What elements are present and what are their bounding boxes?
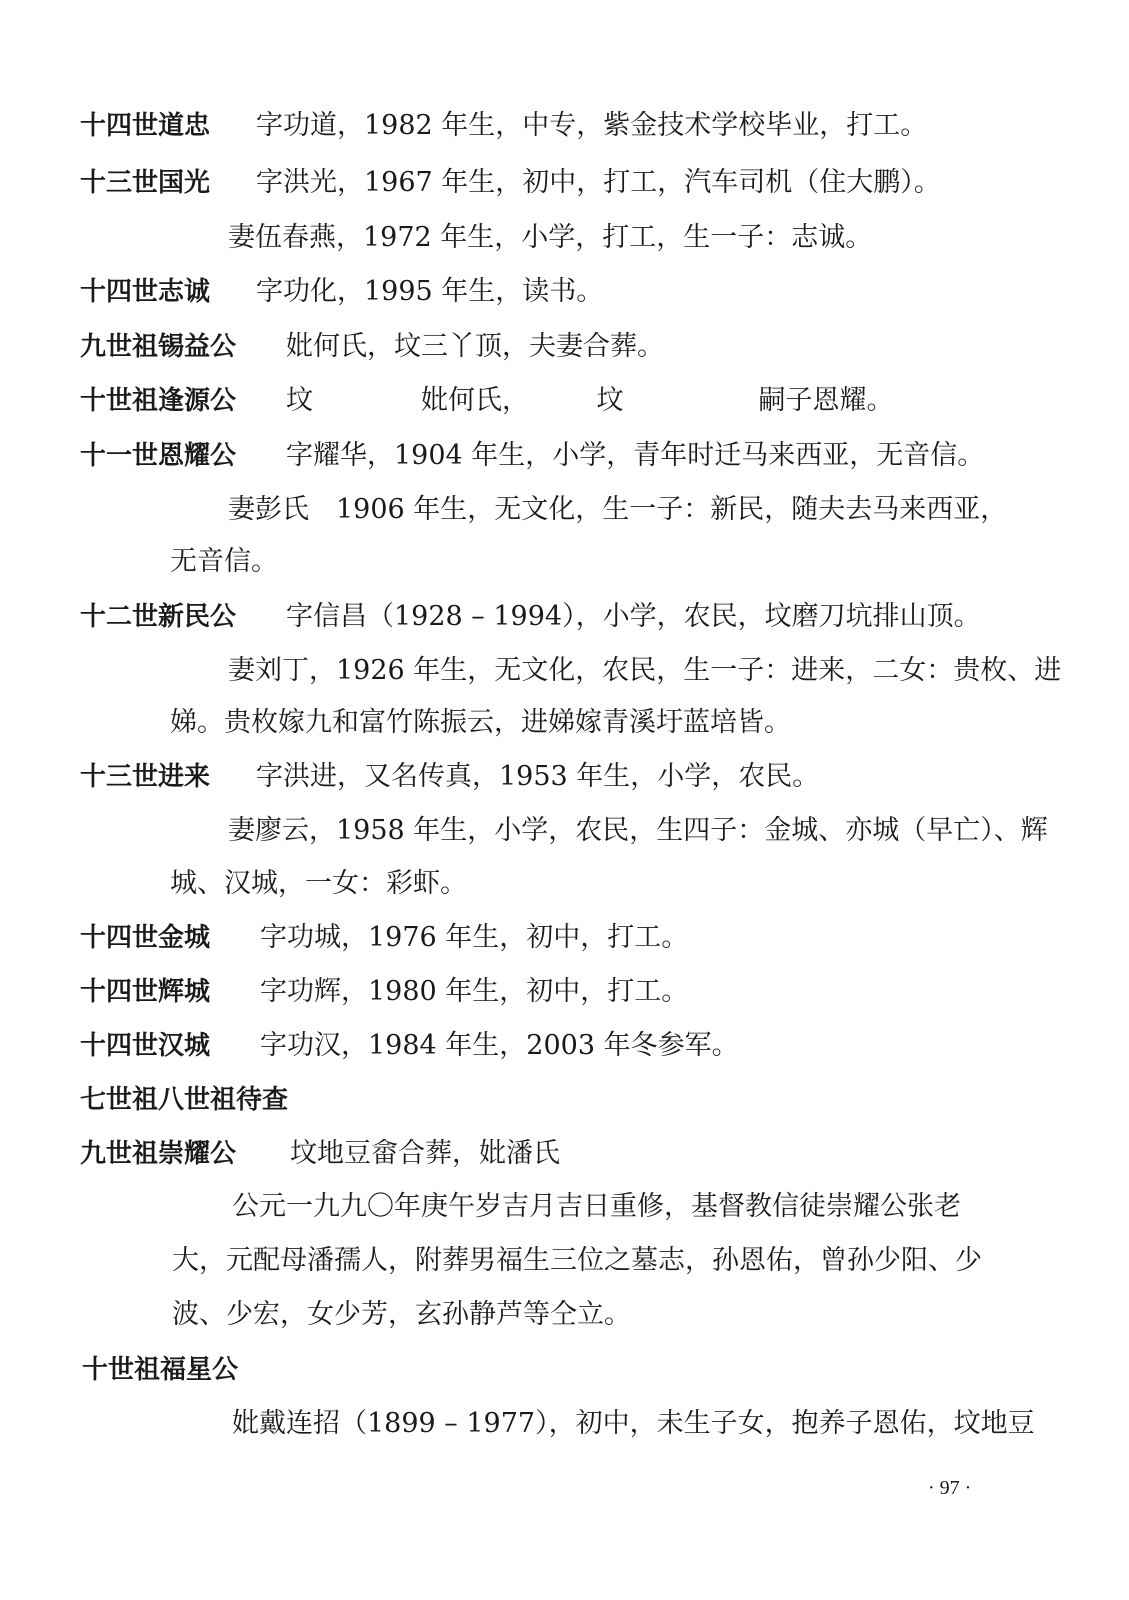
- entry-text: 妻伍春燕，1972 年生，小学，打工，生一子：志诚。: [228, 222, 873, 253]
- entry-line: [172, 1299, 631, 1331]
- entry-text: 字功化，1995 年生，读书。: [256, 276, 604, 307]
- section-heading: 七世祖八世祖待查: [80, 1085, 289, 1115]
- entry-line: [228, 222, 872, 254]
- entry-line: [80, 922, 688, 954]
- entry-text: 妣何氏，坟三丫顶，夫妻合葬。: [286, 331, 664, 362]
- entry-text: 波、少宏，女少芳，玄孙静芦等仝立。: [172, 1299, 631, 1330]
- entry-line: [80, 601, 981, 633]
- entry-line: [80, 167, 941, 199]
- entry-text: 妣戴连招（1899 – 1977），初中，未生子女，抱养子恩佑，坟地豆: [232, 1408, 1035, 1439]
- entry-line: [170, 868, 467, 900]
- entry-line: [80, 761, 819, 793]
- generation-name: 十四世道忠: [80, 111, 211, 141]
- entry-text: 字耀华，1904 年生，小学，青年时迁马来西亚，无音信。: [286, 440, 985, 471]
- generation-name: 十四世金城: [80, 923, 211, 953]
- generation-name: 十四世志诚: [80, 277, 211, 307]
- page-number: · 97 ·: [928, 1477, 972, 1499]
- generation-name: 十世祖福星公: [82, 1355, 239, 1385]
- entry-line: [80, 385, 894, 417]
- entry-line: [170, 707, 791, 739]
- entry-line: [80, 440, 984, 472]
- entry-text: 城、汉城，一女：彩虾。: [170, 868, 467, 899]
- entry-text: 无音信。: [170, 546, 278, 577]
- entry-text: 坟 妣何氏， 坟 嗣子恩耀。: [286, 385, 894, 416]
- generation-name: 十三世进来: [80, 762, 211, 792]
- entry-text: 坟地豆畲合葬，妣潘氏: [290, 1138, 560, 1169]
- entry-line: [82, 1354, 238, 1386]
- generation-name: 十一世恩耀公: [80, 441, 237, 471]
- entry-line: [232, 1408, 1035, 1440]
- entry-text: 字功辉，1980 年生，初中，打工。: [260, 976, 689, 1007]
- entry-line: [228, 655, 1061, 687]
- entry-line: [80, 1138, 560, 1170]
- entry-line: [172, 1245, 982, 1277]
- entry-line: [228, 815, 1048, 847]
- entry-text: 字洪光，1967 年生，初中，打工，汽车司机（住大鹏）。: [256, 167, 941, 198]
- entry-line: [80, 276, 603, 308]
- entry-line: [228, 494, 1007, 526]
- entry-line: [80, 110, 927, 142]
- generation-name: 九世祖崇耀公: [80, 1139, 237, 1169]
- entry-text: 大，元配母潘孺人，附葬男福生三位之墓志，孙恩佑，曾孙少阳、少: [172, 1245, 982, 1276]
- generation-name: 十四世汉城: [80, 1031, 211, 1061]
- generation-name: 十四世辉城: [80, 977, 211, 1007]
- generation-name: 十二世新民公: [80, 602, 237, 632]
- entry-line: [80, 1030, 739, 1062]
- entry-text: 妻刘丁，1926 年生，无文化，农民，生一子：进来，二女：贵枚、进: [228, 655, 1062, 686]
- entry-text: 字洪进，又名传真，1953 年生，小学，农民。: [256, 761, 820, 792]
- entry-text: 妻廖云，1958 年生，小学，农民，生四子：金城、亦城（早亡）、辉: [228, 815, 1048, 846]
- generation-name: 十世祖逢源公: [80, 386, 237, 416]
- entry-line: [80, 331, 664, 363]
- entry-line: [80, 976, 688, 1008]
- entry-line: [170, 546, 278, 578]
- entry-line: [80, 1084, 288, 1116]
- entry-text: 字功道，1982 年生，中专，紫金技术学校毕业，打工。: [256, 110, 928, 141]
- entry-text: 妻彭氏 1906 年生，无文化，生一子：新民，随夫去马来西亚，: [228, 494, 1008, 525]
- entry-text: 字信昌（1928 – 1994），小学，农民，坟磨刀坑排山顶。: [286, 601, 981, 632]
- generation-name: 十三世国光: [80, 168, 211, 198]
- entry-line: [232, 1191, 961, 1223]
- generation-name: 九世祖锡益公: [80, 332, 237, 362]
- entry-text: 字功城，1976 年生，初中，打工。: [260, 922, 689, 953]
- entry-text: 字功汉，1984 年生，2003 年冬参军。: [260, 1030, 739, 1061]
- entry-text: 娣。贵枚嫁九和富竹陈振云，进娣嫁青溪圩蓝培皆。: [170, 707, 791, 738]
- entry-text: 公元一九九〇年庚午岁吉月吉日重修，基督教信徒崇耀公张老: [232, 1191, 961, 1222]
